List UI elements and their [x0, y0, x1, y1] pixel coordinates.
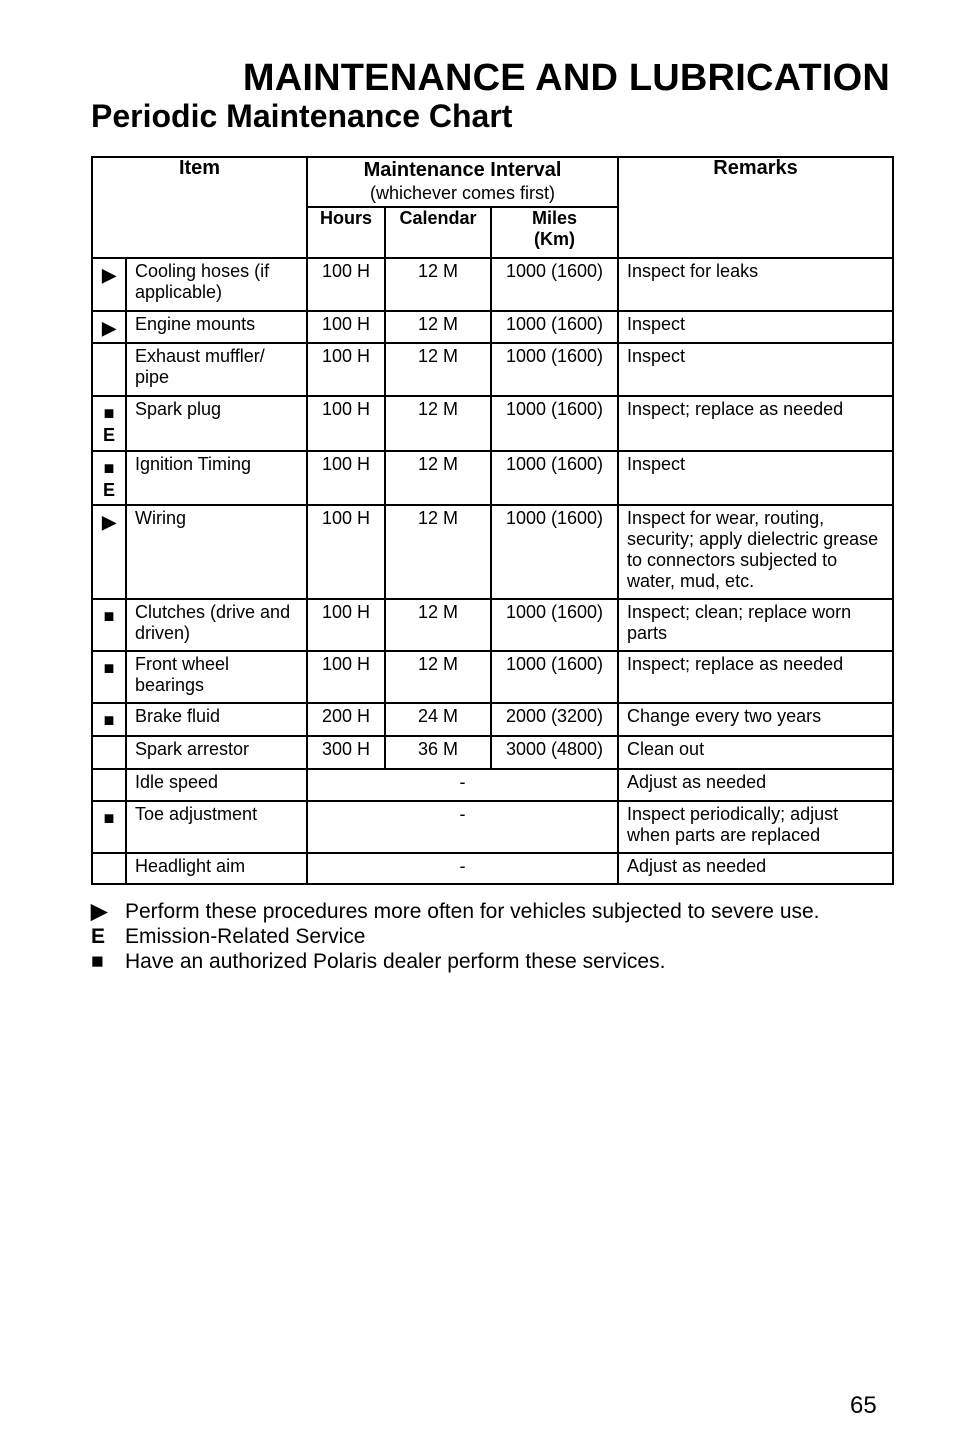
emission-marker: E [91, 925, 106, 948]
row-miles: 1000 (1600) [491, 258, 618, 311]
legend-item [91, 949, 820, 974]
row-miles: 1000 (1600) [491, 505, 618, 599]
row-item: Wiring [126, 505, 307, 599]
table-row [92, 703, 893, 736]
row-hours: 100 H [307, 651, 385, 703]
row-item: Toe adjustment [126, 801, 307, 853]
row-item: Front wheel bearings [126, 651, 307, 703]
square-icon: ■ [103, 458, 115, 478]
row-miles: 1000 (1600) [491, 343, 618, 396]
row-hours: 100 H [307, 396, 385, 451]
row-miles: 1000 (1600) [491, 396, 618, 451]
row-miles: 3000 (4800) [491, 736, 618, 769]
row-calendar: 12 M [385, 599, 491, 651]
triangle-icon: ▶ [91, 900, 108, 923]
page-title: MAINTENANCE AND LUBRICATION [242, 57, 890, 99]
table-row [92, 801, 893, 853]
row-hours: 100 H [307, 451, 385, 505]
table-row [92, 451, 893, 505]
maintenance-table [91, 156, 894, 885]
row-symbol [92, 258, 126, 311]
row-miles: 1000 (1600) [491, 451, 618, 505]
header-km-label: (Km) [534, 229, 575, 249]
legend-text: Emission-Related Service [125, 925, 366, 948]
row-calendar: 12 M [385, 311, 491, 343]
triangle-icon: ▶ [102, 512, 116, 532]
header-hours: Hours [307, 207, 385, 258]
row-item: Engine mounts [126, 311, 307, 343]
header-miles-label: Miles [531, 208, 578, 228]
header-miles [491, 207, 618, 258]
table-row [92, 505, 893, 599]
legend-text: Perform these procedures more often for vehicles subjected to severe use. [125, 900, 820, 923]
row-calendar: 12 M [385, 451, 491, 505]
row-hours: 100 H [307, 311, 385, 343]
table-row [92, 651, 893, 703]
row-symbol [92, 343, 126, 396]
row-hours: 100 H [307, 599, 385, 651]
row-symbol [92, 703, 126, 736]
row-remarks: Change every two years [618, 703, 893, 736]
row-remarks: Adjust as needed [618, 769, 893, 801]
row-item: Headlight aim [126, 853, 307, 884]
row-item: Exhaust muffler/ pipe [126, 343, 307, 396]
header-interval [307, 157, 618, 207]
table-row [92, 311, 893, 343]
table-row [92, 599, 893, 651]
row-symbol [92, 769, 126, 801]
row-remarks: Inspect; replace as needed [618, 396, 893, 451]
section-title: Periodic Maintenance Chart [91, 98, 513, 134]
header-interval-note: (whichever comes first) [369, 183, 556, 203]
row-symbol [92, 505, 126, 599]
square-icon: ■ [103, 403, 115, 423]
row-remarks: Inspect; replace as needed [618, 651, 893, 703]
row-remarks: Adjust as needed [618, 853, 893, 884]
header-calendar: Calendar [385, 207, 491, 258]
row-item: Cooling hoses (if applicable) [126, 258, 307, 311]
row-item: Brake fluid [126, 703, 307, 736]
row-item: Spark plug [126, 396, 307, 451]
table-row [92, 736, 893, 769]
table-row [92, 396, 893, 451]
row-symbol [92, 853, 126, 884]
row-hours: 100 H [307, 505, 385, 599]
row-interval-merged: - [307, 853, 618, 884]
row-item: Idle speed [126, 769, 307, 801]
emission-marker: E [102, 425, 115, 445]
row-calendar: 12 M [385, 651, 491, 703]
row-calendar: 12 M [385, 505, 491, 599]
row-miles: 2000 (3200) [491, 703, 618, 736]
row-calendar: 24 M [385, 703, 491, 736]
legend-item [91, 899, 820, 924]
row-calendar: 36 M [385, 736, 491, 769]
row-miles: 1000 (1600) [491, 599, 618, 651]
emission-marker: E [102, 480, 115, 500]
row-calendar: 12 M [385, 258, 491, 311]
square-icon: ■ [103, 808, 115, 828]
table-row [92, 343, 893, 396]
legend-text: Have an authorized Polaris dealer perform these services. [125, 950, 666, 973]
row-remarks: Inspect for wear, routing, security; apply dielectric grease to connectors subjected to water, mud, etc. [618, 505, 893, 599]
row-hours: 100 H [307, 258, 385, 311]
header-interval-label: Maintenance Interval [363, 159, 562, 181]
square-icon: ■ [103, 606, 115, 626]
row-hours: 300 H [307, 736, 385, 769]
row-symbol [92, 801, 126, 853]
row-symbol [92, 311, 126, 343]
row-hours: 200 H [307, 703, 385, 736]
row-interval-merged: - [307, 801, 618, 853]
square-icon: ■ [103, 658, 115, 678]
row-remarks: Inspect [618, 311, 893, 343]
row-symbol [92, 451, 126, 505]
square-icon: ■ [91, 950, 104, 973]
row-symbol [92, 396, 126, 451]
row-symbol [92, 651, 126, 703]
row-remarks: Inspect for leaks [618, 258, 893, 311]
row-item: Clutches (drive and driven) [126, 599, 307, 651]
row-miles: 1000 (1600) [491, 651, 618, 703]
row-remarks: Inspect; clean; replace worn parts [618, 599, 893, 651]
legend [91, 899, 820, 974]
row-item: Ignition Timing [126, 451, 307, 505]
table-row [92, 258, 893, 311]
row-calendar: 12 M [385, 343, 491, 396]
row-item: Spark arrestor [126, 736, 307, 769]
row-symbol [92, 736, 126, 769]
row-symbol [92, 599, 126, 651]
row-remarks: Inspect periodically; adjust when parts are replaced [618, 801, 893, 853]
row-remarks: Inspect [618, 343, 893, 396]
row-miles: 1000 (1600) [491, 311, 618, 343]
triangle-icon: ▶ [102, 318, 116, 338]
page-number: 65 [850, 1392, 877, 1419]
table-row [92, 769, 893, 801]
square-icon: ■ [103, 710, 115, 730]
row-remarks: Clean out [618, 736, 893, 769]
row-calendar: 12 M [385, 396, 491, 451]
header-remarks: Remarks [618, 157, 893, 258]
triangle-icon: ▶ [102, 265, 116, 285]
row-interval-merged: - [307, 769, 618, 801]
table-row [92, 853, 893, 884]
row-hours: 100 H [307, 343, 385, 396]
row-remarks: Inspect [618, 451, 893, 505]
legend-item [91, 924, 820, 949]
header-item: Item [92, 157, 307, 258]
